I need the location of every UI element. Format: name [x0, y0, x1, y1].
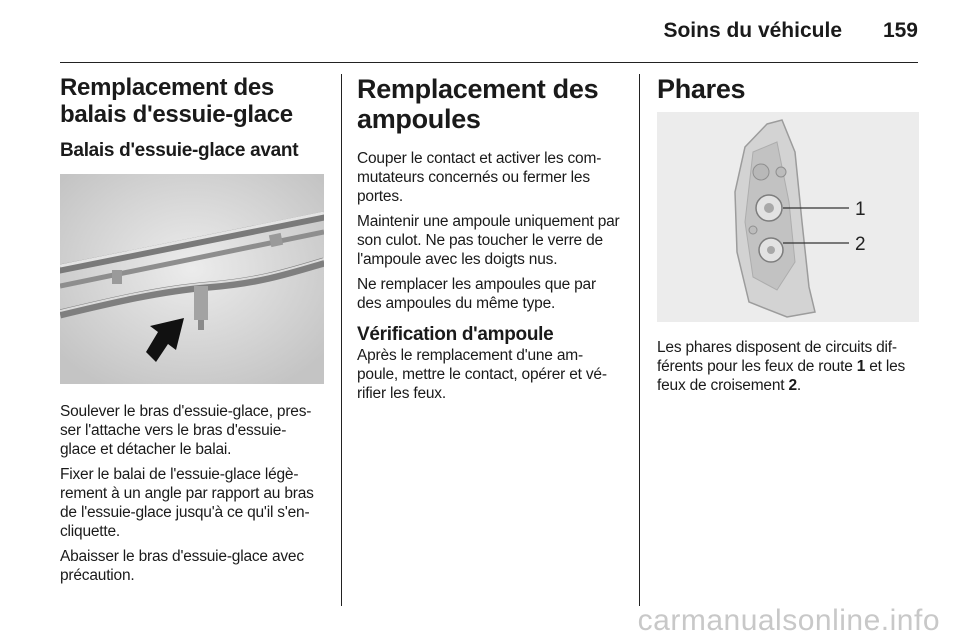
- paragraph: Soulever le bras d'essuie-glace, pres- ser l'attache vers le bras d'essuie- glace et détacher le balai.: [60, 403, 312, 458]
- subheading-bulb-check: Vérification d'ampoule: [357, 324, 554, 345]
- section-heading-wipers: Remplacement des balais d'essuie-glace: [60, 74, 293, 128]
- paragraph: Couper le contact et activer les com- mutateurs concernés ou fermer les portes.: [357, 150, 602, 205]
- paragraph: Abaisser le bras d'essuie-glace avec précaution.: [60, 548, 304, 584]
- column-wipers: [60, 74, 325, 585]
- section-heading-headlights: Phares: [657, 74, 746, 104]
- paragraph: Maintenir une ampoule uniquement par son culot. Ne pas toucher le verre de l'ampoule avec les doigts nus.: [357, 213, 620, 268]
- callout-label-1: 1: [855, 199, 866, 220]
- watermark: carmanualsonline.info: [637, 604, 940, 637]
- page-number: 159: [882, 19, 918, 42]
- column-divider-2: [639, 74, 640, 606]
- wiper-clip: [194, 286, 208, 320]
- headlight-figure: [657, 112, 919, 322]
- running-header-title: Soins du véhicule: [663, 19, 842, 42]
- subheading-front-wipers: Balais d'essuie-glace avant: [60, 140, 299, 161]
- paragraph: Après le remplacement d'une am- poule, mettre le contact, opérer et vé- rifier les feux.: [357, 347, 607, 402]
- paragraph: Ne remplacer les ampoules que par des ampoules du même type.: [357, 276, 596, 312]
- bold-number-1: 1: [856, 358, 866, 375]
- column-bulbs: [357, 74, 623, 403]
- bold-number-2: 2: [788, 377, 797, 394]
- column-headlights: [657, 74, 920, 395]
- headlight-description: [657, 338, 920, 395]
- section-heading-bulbs: Remplacement des ampoules: [357, 74, 599, 134]
- text-run: et les feux de croisement: [657, 358, 906, 394]
- text-run: Les phares disposent de circuits dif- férents pour les feux de route: [657, 339, 897, 375]
- wiper-arm-figure: [60, 174, 324, 384]
- headlight-illustration: [657, 112, 919, 322]
- header-rule: [60, 62, 918, 63]
- column-divider-1: [341, 74, 342, 606]
- wiper-illustration: [60, 174, 324, 384]
- text-run: .: [796, 377, 801, 394]
- callout-label-2: 2: [855, 234, 866, 255]
- paragraph: Fixer le balai de l'essuie-glace légè- rement à un angle par rapport au bras de l'essuie-glace jusqu'à ce qu'il s'en- cliquette.: [60, 466, 314, 540]
